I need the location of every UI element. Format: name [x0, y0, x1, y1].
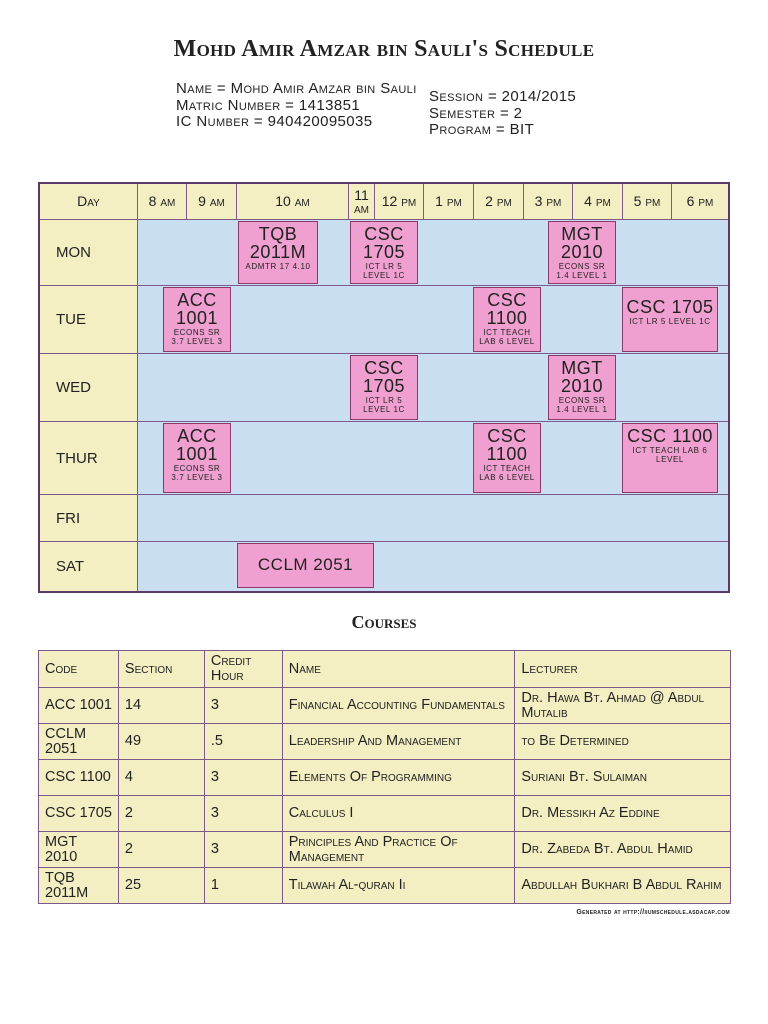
class-block[interactable] [548, 355, 616, 420]
course-lecturer: to Be Determined [515, 724, 731, 760]
column-header: Name [282, 651, 515, 688]
session: Session = 2014/2015 [429, 88, 577, 105]
class-code: CCLM 2051 [257, 555, 354, 574]
class-code: CSC 1705 [362, 358, 406, 396]
class-block[interactable] [622, 287, 718, 352]
day-wed: WED [40, 354, 138, 422]
class-room: ECONS SR 3.7 LEVEL 3 [171, 328, 223, 346]
course-credit: 1 [204, 868, 282, 904]
table-header-row [39, 651, 731, 688]
matric-number: Matric Number = 1413851 [176, 96, 361, 114]
day-sat: SAT [40, 542, 138, 591]
course-name: Elements Of Programming [282, 760, 515, 796]
class-code: CSC 1705 [626, 297, 714, 317]
class-block[interactable] [548, 221, 616, 284]
course-name: Calculus I [282, 796, 515, 832]
class-room: ECONS SR 1.4 LEVEL 1 [556, 396, 608, 414]
day-tue: TUE [40, 286, 138, 354]
table-row [39, 868, 731, 904]
course-code: TQB 2011M [39, 868, 119, 904]
table-row [39, 688, 731, 724]
table-row [39, 796, 731, 832]
course-section: 4 [118, 760, 204, 796]
class-room: ECONS SR 3.7 LEVEL 3 [171, 464, 223, 482]
page-title: Mohd Amir Amzar bin Sauli's Schedule [173, 36, 595, 62]
course-credit: 3 [204, 688, 282, 724]
semester: Semester = 2 [429, 104, 523, 122]
class-code: MGT 2010 [560, 358, 604, 396]
student-info [176, 81, 428, 131]
row-divider [138, 494, 728, 495]
table-row [39, 760, 731, 796]
course-credit: 3 [204, 832, 282, 868]
course-code: CSC 1100 [39, 760, 119, 796]
class-block[interactable] [622, 423, 718, 493]
day-header: Day [40, 184, 138, 220]
course-lecturer: Dr. Zabeda Bt. Abdul Hamid [515, 832, 731, 868]
course-code: CSC 1705 [39, 796, 119, 832]
class-room: ICT LR 5 LEVEL 1C [629, 317, 711, 326]
course-name: Leadership And Management [282, 724, 515, 760]
day-mon: MON [40, 220, 138, 286]
column-header: Lecturer [515, 651, 731, 688]
row-divider [138, 421, 728, 422]
time-header: 8 am [138, 184, 187, 220]
class-room: ICT TEACH LAB 6 LEVEL [479, 464, 535, 482]
courses-table [38, 650, 731, 904]
course-lecturer: Suriani Bt. Sulaiman [515, 760, 731, 796]
class-code: CSC 1100 [486, 426, 528, 464]
day-fri: FRI [40, 495, 138, 542]
row-divider [138, 541, 728, 542]
class-block[interactable] [350, 355, 418, 420]
course-section: 14 [118, 688, 204, 724]
course-name: Principles And Practice Of Management [282, 832, 515, 868]
class-code: ACC 1001 [175, 426, 219, 464]
course-lecturer: Dr. Hawa Bt. Ahmad @ Abdul Mutalib [515, 688, 731, 724]
class-block[interactable] [238, 221, 318, 284]
class-room: ECONS SR 1.4 LEVEL 1 [556, 262, 608, 280]
course-code: MGT 2010 [39, 832, 119, 868]
class-block[interactable] [350, 221, 418, 284]
course-code: CCLM 2051 [39, 724, 119, 760]
courses-heading: Courses [351, 612, 417, 632]
row-divider [138, 353, 728, 354]
course-credit: 3 [204, 796, 282, 832]
class-code: ACC 1001 [175, 290, 219, 328]
class-block[interactable] [163, 423, 231, 493]
class-code: CSC 1705 [362, 224, 406, 262]
course-lecturer: Dr. Messikh Az Eddine [515, 796, 731, 832]
program: Program = BIT [429, 121, 535, 138]
class-code: CSC 1100 [627, 426, 713, 446]
time-header: 3 pm [524, 184, 573, 220]
column-header: Section [118, 651, 204, 688]
class-code: CSC 1100 [486, 290, 528, 328]
table-row [39, 724, 731, 760]
time-header: 4 pm [573, 184, 623, 220]
class-code: MGT 2010 [560, 224, 604, 262]
class-room: ICT TEACH LAB 6 LEVEL [479, 328, 535, 346]
class-room: ICT LR 5 LEVEL 1C [363, 396, 405, 414]
time-header: 6 pm [672, 184, 728, 220]
table-row [39, 832, 731, 868]
course-lecturer: Abdullah Bukhari B Abdul Rahim [515, 868, 731, 904]
class-code: TQB 2011M [249, 224, 307, 262]
time-header: 10 am [237, 184, 349, 220]
row-divider [138, 285, 728, 286]
ic-number: IC Number = 940420095035 [176, 113, 373, 130]
session-info [429, 89, 579, 139]
student-name: Name = Mohd Amir Amzar bin Sauli [176, 80, 417, 97]
time-header: 12 pm [375, 184, 424, 220]
course-section: 2 [118, 796, 204, 832]
time-header: 9 am [187, 184, 237, 220]
course-section: 2 [118, 832, 204, 868]
timetable-grid [38, 182, 730, 593]
course-credit: 3 [204, 760, 282, 796]
day-thur: THUR [40, 422, 138, 495]
course-section: 49 [118, 724, 204, 760]
class-block[interactable] [237, 543, 374, 588]
course-section: 25 [118, 868, 204, 904]
time-header: 11 am [349, 184, 375, 220]
class-block[interactable] [473, 287, 541, 352]
generated-footer[interactable]: Generated at http://iiumschedule.asdacap.com [576, 909, 730, 916]
class-block[interactable] [163, 287, 231, 352]
column-header: Code [39, 651, 119, 688]
time-header: 1 pm [424, 184, 474, 220]
class-block[interactable] [473, 423, 541, 493]
course-code: ACC 1001 [39, 688, 119, 724]
class-room: ICT TEACH LAB 6 LEVEL [632, 446, 708, 464]
course-credit: .5 [204, 724, 282, 760]
course-name: Tilawah Al-quran Ii [282, 868, 515, 904]
column-header: Credit Hour [204, 651, 282, 688]
class-room: ADMTR 17 4.10 [245, 262, 311, 271]
course-name: Financial Accounting Fundamentals [282, 688, 515, 724]
class-room: ICT LR 5 LEVEL 1C [363, 262, 405, 280]
time-header: 5 pm [623, 184, 672, 220]
time-header: 2 pm [474, 184, 524, 220]
